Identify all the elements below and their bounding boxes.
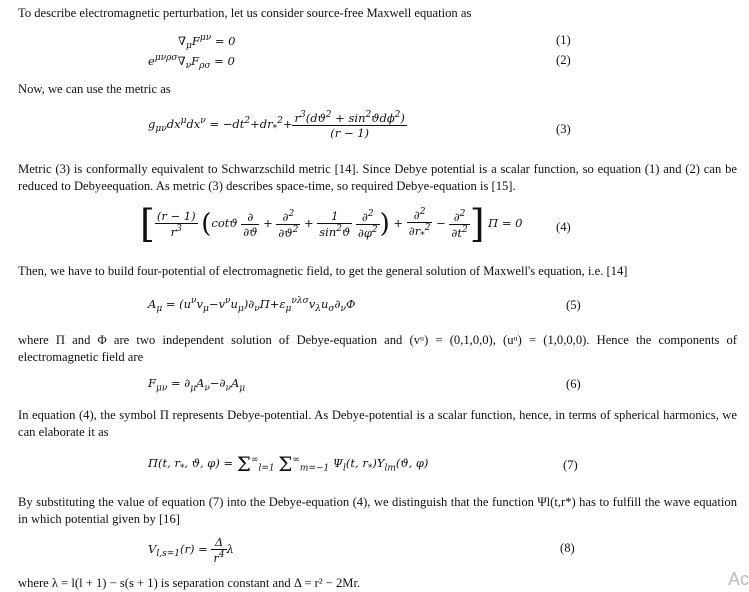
- equation-4: [ $\frac{(r - 1)}{r^3}$ (cotϑ $\frac{\partial}{\partial ϑ}$ + $\frac{\partial^2}{\partial ϑ^2}$ + $\frac{1}{\sin^2ϑ}$ $\frac{\partial^2}{\partial\varphi^2}$ ) + $\frac{\partial^2}{\partial r_*^2}$ − $\frac{\partial^2}{\partial t^2}$ ] Π = 0: [140, 202, 523, 246]
- paragraph-intro: To describe electromagnetic perturbation, let us consider source-free Maxwell equation as: [18, 6, 472, 20]
- equation-number-2: (2): [556, 53, 571, 67]
- equation-3: $g_{\mu\nu}dx^\mu dx^\nu = -dt^2+dr_*^2+$ $\frac{r^3(dϑ^2 + \sin^2ϑd\phi^2)}{(r - 1)}$: [148, 110, 405, 140]
- paragraph-four-potential: Then, we have to build four-potential of electromagnetic field, to get the general solution of Maxwell's equation, i.e. [14]: [18, 264, 628, 278]
- equation-number-1: (1): [556, 33, 571, 47]
- paragraph-debye-solutions: where Π and Φ are two independent solution of Debye-equation and (vᵘ) = (0,1,0,0), (uᵘ) = (1,0,0,0). Hence the components of electromagnetic field are: [18, 333, 737, 364]
- equation-number-6: (6): [566, 377, 581, 391]
- paragraph-wave-equation: By substituting the value of equation (7) into the Debye-equation (4), we distinguish that the function Ψl(t,r*) has to fulfill the wave equation in which potential given by [16]: [18, 495, 737, 526]
- paragraph-spherical-harmonics: In equation (4), the symbol Π represents Debye-potential. As Debye-potential is a scalar function, hence, in terms of spherical harmonics, we can elaborate it as: [18, 408, 737, 439]
- paragraph-conformal: Metric (3) is conformally equivalent to Schwarzschild metric [14]. Since Debye potential is a scalar function, so equation (1) and (2) can be reduced to Debyeequation. As metric (3) describes space-time, so required Debye-equation is [15].: [18, 162, 737, 193]
- equation-8: $V_{l,s=1}(r)$ = $\frac{\Delta}{r^4}$ λ: [148, 535, 234, 565]
- equation-5: $A_\mu = (u^\nu v_\mu-v^\nu u_\mu)\partial_\nu\Pi+\varepsilon_\mu^{\nu\lambda\sigma}v_\lambda u_\sigma\partial_\nu\Phi$: [148, 296, 356, 315]
- equation-1: $\nabla_\mu F^{\mu\nu} = 0$: [178, 33, 236, 52]
- paragraph-metric-intro: Now, we can use the metric as: [18, 82, 171, 96]
- watermark: Ac: [727, 569, 749, 589]
- equation-6: $F_{\mu\nu} = \partial_\mu A_\nu-\partial_\nu A_\mu$: [148, 376, 246, 394]
- equation-number-5: (5): [566, 298, 581, 312]
- equation-number-3: (3): [556, 122, 571, 136]
- equation-number-8: (8): [560, 541, 575, 555]
- paragraph-separation-constant: where λ = l(l + 1) − s(s + 1) is separation constant and Δ = r² − 2Mr.: [18, 576, 361, 590]
- equation-number-7: (7): [563, 458, 578, 472]
- equation-number-4: (4): [556, 220, 571, 234]
- equation-7: Π(t, $r_*$, ϑ, $\varphi) = \Sigma^\infty_{l=1}$ $\Sigma^\infty_{m=-1}$ $\Psi_l(t$, $r_*)Y_{lm}(ϑ$, φ): [148, 452, 429, 476]
- equation-2: $e^{\mu\nu\rho\sigma}\nabla_\nu F_{\rho\sigma} = 0$: [148, 53, 235, 72]
